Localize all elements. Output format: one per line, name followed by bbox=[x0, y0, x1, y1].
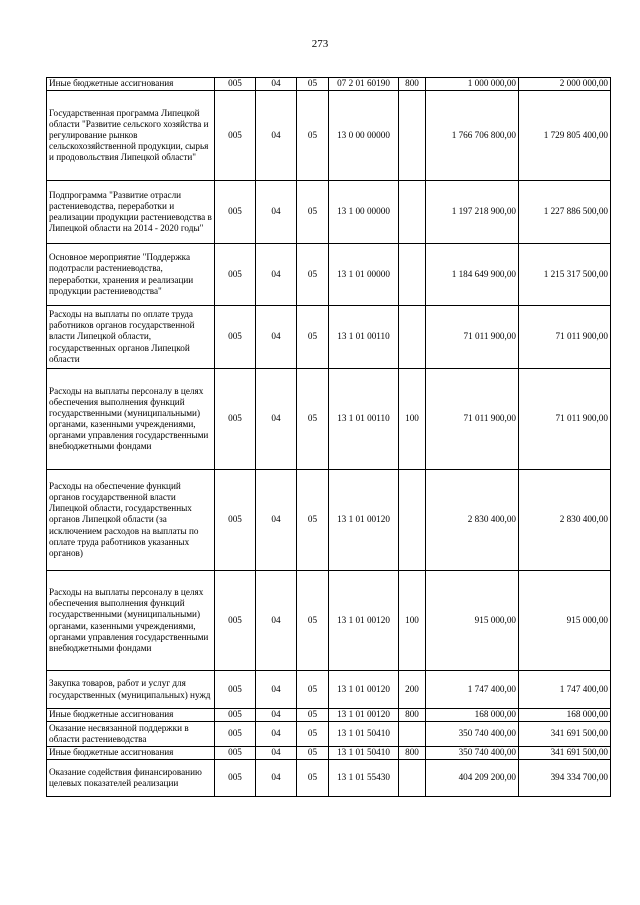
chief-administrator-code: 005 bbox=[215, 78, 256, 91]
section-code: 04 bbox=[256, 306, 297, 369]
table-row bbox=[47, 722, 611, 747]
subsection-code: 05 bbox=[297, 306, 329, 369]
amount-year-2: 71 011 900,00 bbox=[519, 306, 611, 369]
expense-name: Расходы на выплаты по оплате труда работников органов государственной власти Липецкой области, государственных органов Липецкой области bbox=[47, 306, 215, 369]
amount-year-1: 71 011 900,00 bbox=[426, 369, 519, 470]
expense-type-code: 800 bbox=[399, 78, 426, 91]
amount-year-2: 2 000 000,00 bbox=[519, 78, 611, 91]
chief-administrator-code: 005 bbox=[215, 747, 256, 760]
expense-name: Оказание содействия финансированию целевых показателей реализации bbox=[47, 760, 215, 797]
amount-year-1: 404 209 200,00 bbox=[426, 760, 519, 797]
expense-name: Расходы на обеспечение функций органов государственной власти Липецкой области, государственных органов Липецкой области (за исключением расходов на выплаты по оплате труда работников указанных органов) bbox=[47, 470, 215, 571]
chief-administrator-code: 005 bbox=[215, 470, 256, 571]
subsection-code: 05 bbox=[297, 470, 329, 571]
amount-year-1: 350 740 400,00 bbox=[426, 722, 519, 747]
table-row bbox=[47, 91, 611, 181]
subsection-code: 05 bbox=[297, 369, 329, 470]
expense-name: Государственная программа Липецкой области "Развитие сельского хозяйства и регулирование рынков сельскохозяйственной продукции, сырья и продовольствия Липецкой области" bbox=[47, 91, 215, 181]
amount-year-1: 915 000,00 bbox=[426, 571, 519, 671]
table-row bbox=[47, 78, 611, 91]
amount-year-2: 915 000,00 bbox=[519, 571, 611, 671]
expense-type-code bbox=[399, 760, 426, 797]
chief-administrator-code: 005 bbox=[215, 181, 256, 244]
expense-type-code bbox=[399, 306, 426, 369]
chief-administrator-code: 005 bbox=[215, 244, 256, 306]
expense-type-code bbox=[399, 91, 426, 181]
target-article-code: 13 1 01 00110 bbox=[329, 306, 399, 369]
chief-administrator-code: 005 bbox=[215, 369, 256, 470]
section-code: 04 bbox=[256, 671, 297, 709]
amount-year-1: 1 766 706 800,00 bbox=[426, 91, 519, 181]
table-row bbox=[47, 709, 611, 722]
expense-type-code: 100 bbox=[399, 571, 426, 671]
target-article-code: 13 1 01 00000 bbox=[329, 244, 399, 306]
expense-name: Иные бюджетные ассигнования bbox=[47, 709, 215, 722]
expense-type-code bbox=[399, 244, 426, 306]
chief-administrator-code: 005 bbox=[215, 91, 256, 181]
section-code: 04 bbox=[256, 571, 297, 671]
chief-administrator-code: 005 bbox=[215, 760, 256, 797]
target-article-code: 13 1 00 00000 bbox=[329, 181, 399, 244]
target-article-code: 13 1 01 00120 bbox=[329, 709, 399, 722]
target-article-code: 13 1 01 50410 bbox=[329, 722, 399, 747]
amount-year-2: 71 011 900,00 bbox=[519, 369, 611, 470]
section-code: 04 bbox=[256, 709, 297, 722]
table-row bbox=[47, 306, 611, 369]
section-code: 04 bbox=[256, 722, 297, 747]
section-code: 04 bbox=[256, 91, 297, 181]
amount-year-1: 2 830 400,00 bbox=[426, 470, 519, 571]
amount-year-2: 394 334 700,00 bbox=[519, 760, 611, 797]
chief-administrator-code: 005 bbox=[215, 722, 256, 747]
subsection-code: 05 bbox=[297, 91, 329, 181]
chief-administrator-code: 005 bbox=[215, 709, 256, 722]
table-row bbox=[47, 470, 611, 571]
page-number: 273 bbox=[311, 38, 329, 50]
chief-administrator-code: 005 bbox=[215, 671, 256, 709]
chief-administrator-code: 005 bbox=[215, 306, 256, 369]
expense-type-code: 800 bbox=[399, 709, 426, 722]
section-code: 04 bbox=[256, 244, 297, 306]
expense-type-code: 100 bbox=[399, 369, 426, 470]
amount-year-1: 1 000 000,00 bbox=[426, 78, 519, 91]
expense-name: Иные бюджетные ассигнования bbox=[47, 78, 215, 91]
target-article-code: 13 1 01 00110 bbox=[329, 369, 399, 470]
expense-name: Закупка товаров, работ и услуг для государственных (муниципальных) нужд bbox=[47, 671, 215, 709]
amount-year-2: 1 729 805 400,00 bbox=[519, 91, 611, 181]
amount-year-2: 1 215 317 500,00 bbox=[519, 244, 611, 306]
section-code: 04 bbox=[256, 760, 297, 797]
budget-table-body bbox=[47, 78, 611, 797]
expense-name: Оказание несвязанной поддержки в области растениеводства bbox=[47, 722, 215, 747]
target-article-code: 13 1 01 55430 bbox=[329, 760, 399, 797]
chief-administrator-code: 005 bbox=[215, 571, 256, 671]
amount-year-2: 2 830 400,00 bbox=[519, 470, 611, 571]
expense-type-code bbox=[399, 470, 426, 571]
expense-name: Расходы на выплаты персоналу в целях обеспечения выполнения функций государственными (муниципальными) органами, казенными учреждениями, органами управления государственными внебюджетными фондами bbox=[47, 571, 215, 671]
subsection-code: 05 bbox=[297, 671, 329, 709]
table-row bbox=[47, 571, 611, 671]
subsection-code: 05 bbox=[297, 709, 329, 722]
subsection-code: 05 bbox=[297, 760, 329, 797]
table-row bbox=[47, 369, 611, 470]
section-code: 04 bbox=[256, 369, 297, 470]
amount-year-2: 341 691 500,00 bbox=[519, 722, 611, 747]
amount-year-1: 1 184 649 900,00 bbox=[426, 244, 519, 306]
target-article-code: 13 0 00 00000 bbox=[329, 91, 399, 181]
expense-name: Подпрограмма "Развитие отрасли растениеводства, переработки и реализации продукции растениеводства в Липецкой области на 2014 - 2020 годы" bbox=[47, 181, 215, 244]
amount-year-2: 168 000,00 bbox=[519, 709, 611, 722]
target-article-code: 13 1 01 00120 bbox=[329, 671, 399, 709]
amount-year-2: 1 227 886 500,00 bbox=[519, 181, 611, 244]
amount-year-2: 1 747 400,00 bbox=[519, 671, 611, 709]
table-row bbox=[47, 747, 611, 760]
target-article-code: 13 1 01 50410 bbox=[329, 747, 399, 760]
subsection-code: 05 bbox=[297, 747, 329, 760]
subsection-code: 05 bbox=[297, 722, 329, 747]
amount-year-1: 168 000,00 bbox=[426, 709, 519, 722]
amount-year-1: 1 197 218 900,00 bbox=[426, 181, 519, 244]
amount-year-1: 1 747 400,00 bbox=[426, 671, 519, 709]
expense-type-code: 200 bbox=[399, 671, 426, 709]
amount-year-1: 71 011 900,00 bbox=[426, 306, 519, 369]
table-row bbox=[47, 760, 611, 797]
table-row bbox=[47, 244, 611, 306]
subsection-code: 05 bbox=[297, 244, 329, 306]
expense-type-code: 800 bbox=[399, 747, 426, 760]
section-code: 04 bbox=[256, 470, 297, 571]
expense-name: Иные бюджетные ассигнования bbox=[47, 747, 215, 760]
section-code: 04 bbox=[256, 747, 297, 760]
table-row bbox=[47, 671, 611, 709]
budget-table bbox=[46, 77, 611, 797]
target-article-code: 07 2 01 60190 bbox=[329, 78, 399, 91]
target-article-code: 13 1 01 00120 bbox=[329, 470, 399, 571]
amount-year-2: 341 691 500,00 bbox=[519, 747, 611, 760]
expense-name: Расходы на выплаты персоналу в целях обеспечения выполнения функций государственными (муниципальными) органами, казенными учреждениями, органами управления государственными внебюджетными фондами bbox=[47, 369, 215, 470]
subsection-code: 05 bbox=[297, 571, 329, 671]
section-code: 04 bbox=[256, 181, 297, 244]
target-article-code: 13 1 01 00120 bbox=[329, 571, 399, 671]
subsection-code: 05 bbox=[297, 181, 329, 244]
amount-year-1: 350 740 400,00 bbox=[426, 747, 519, 760]
expense-type-code bbox=[399, 722, 426, 747]
table-row bbox=[47, 181, 611, 244]
subsection-code: 05 bbox=[297, 78, 329, 91]
expense-name: Основное мероприятие "Поддержка подотрасли растениеводства, переработки, хранения и реализации продукции растениеводства" bbox=[47, 244, 215, 306]
expense-type-code bbox=[399, 181, 426, 244]
section-code: 04 bbox=[256, 78, 297, 91]
